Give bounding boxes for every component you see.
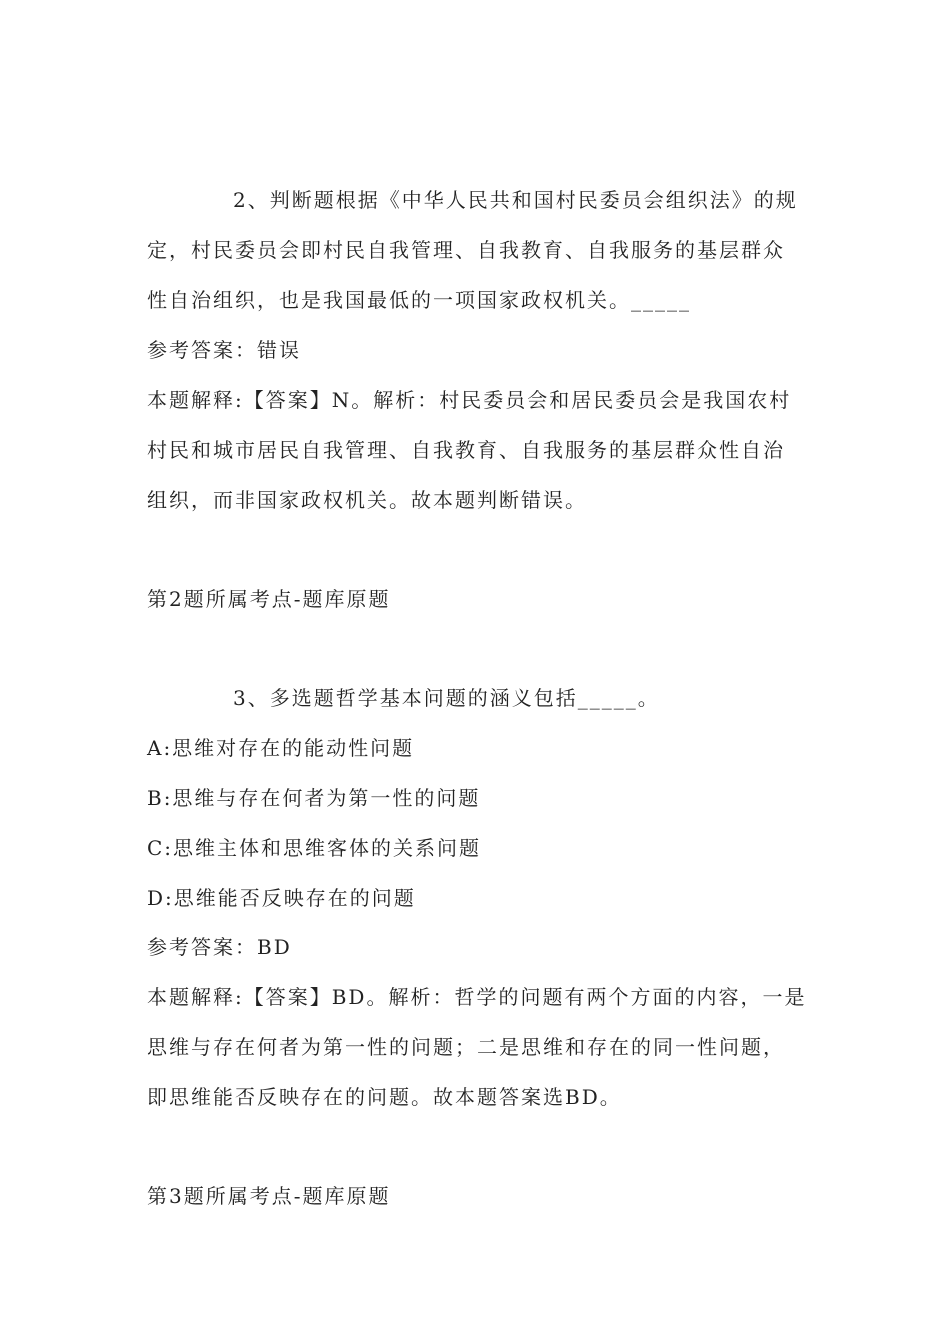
q3-option-c: C:思维主体和思维客体的关系问题 — [147, 836, 482, 860]
q2-explanation-line-2: 村民和城市居民自我管理、自我教育、自我服务的基层群众性自治 — [147, 438, 785, 462]
q2-explanation-line-1: 本题解释:【答案】N。解析：村民委员会和居民委员会是我国农村 — [147, 388, 792, 412]
q2-stem-line-3: 性自治组织，也是我国最低的一项国家政权机关。_____ — [147, 288, 691, 312]
q3-option-b: B:思维与存在何者为第一性的问题 — [147, 786, 481, 810]
q2-topic: 第2题所属考点-题库原题 — [147, 587, 391, 611]
q2-explanation-line-3: 组织，而非国家政权机关。故本题判断错误。 — [147, 488, 587, 512]
q3-stem: 3、多选题哲学基本问题的涵义包括_____。 — [233, 686, 660, 710]
q3-option-d: D:思维能否反映存在的问题 — [147, 886, 416, 910]
q2-stem-line-1: 2、判断题根据《中华人民共和国村民委员会组织法》的规 — [233, 188, 798, 212]
q3-explanation-line-1: 本题解释:【答案】BD。解析：哲学的问题有两个方面的内容，一是 — [147, 985, 807, 1009]
q3-topic: 第3题所属考点-题库原题 — [147, 1184, 391, 1208]
q3-explanation-line-3: 即思维能否反映存在的问题。故本题答案选BD。 — [147, 1085, 622, 1109]
q3-option-a: A:思维对存在的能动性问题 — [147, 736, 415, 760]
q3-explanation-line-2: 思维与存在何者为第一性的问题；二是思维和存在的同一性问题， — [147, 1035, 785, 1059]
q3-answer: 参考答案：BD — [147, 935, 292, 959]
q2-answer: 参考答案：错误 — [147, 338, 301, 362]
q2-stem-line-2: 定，村民委员会即村民自我管理、自我教育、自我服务的基层群众 — [147, 238, 785, 262]
